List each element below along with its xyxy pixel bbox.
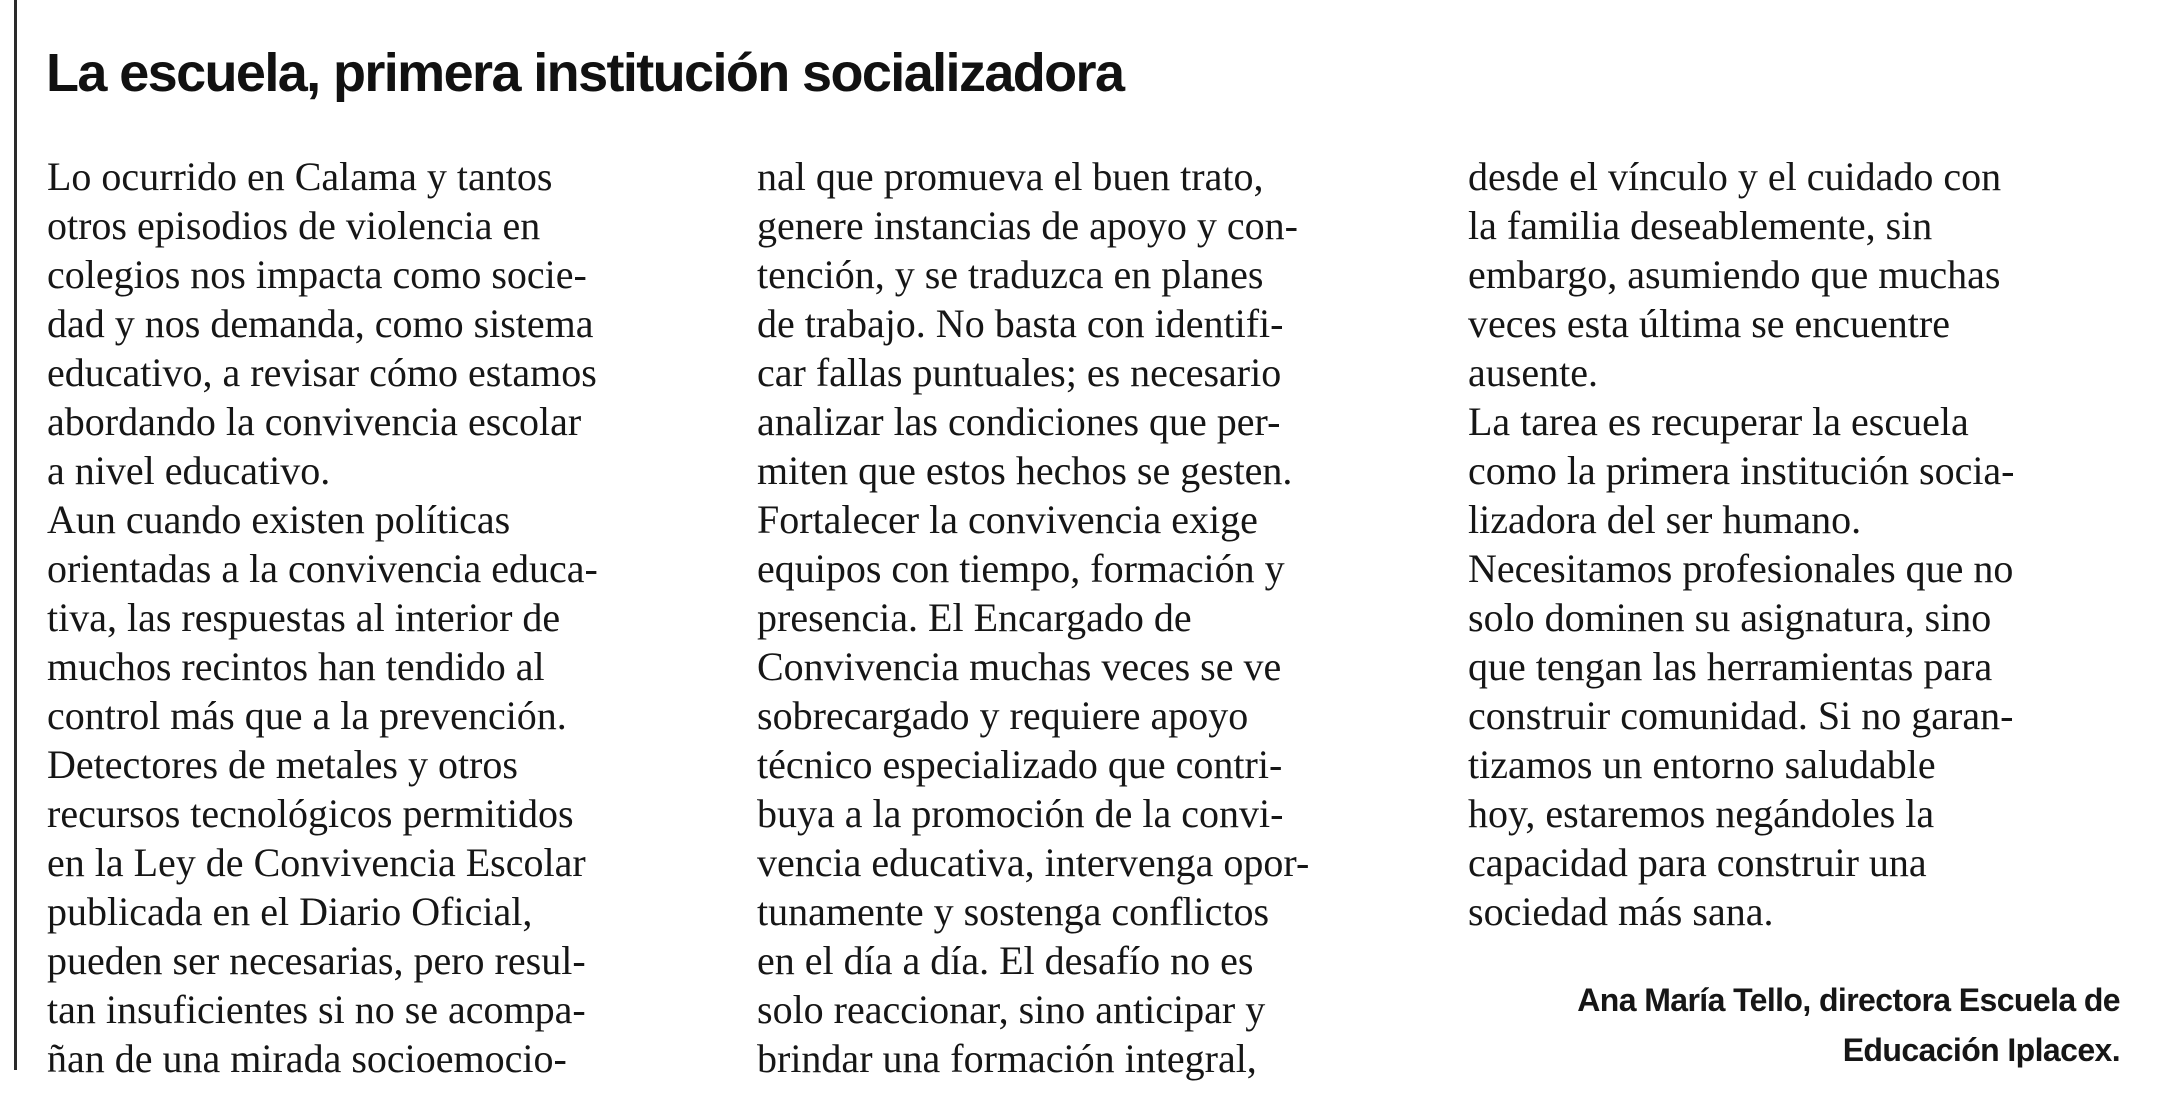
text-line: Necesitamos profesionales que no (1468, 546, 2014, 591)
text-line: tizamos un entorno saludable (1468, 742, 1936, 787)
text-line: control más que a la prevención. (47, 693, 567, 738)
text-line: publicada en el Diario Oficial, (47, 889, 533, 934)
text-line: que tengan las herramientas para (1468, 644, 1993, 689)
signature-line: Educación Iplacex. (1842, 1032, 2120, 1068)
text-line: La tarea es recuperar la escuela (1468, 399, 1969, 444)
article-column-1 (47, 152, 707, 1083)
text-line: como la primera institución socia- (1468, 448, 2015, 493)
text-line: veces esta última se encuentre (1468, 301, 1950, 346)
text-line: tan insuficientes si no se acompa- (47, 987, 586, 1032)
text-line: buya a la promoción de la convi- (757, 791, 1284, 836)
text-line: pueden ser necesarias, pero resul- (47, 938, 586, 983)
article-headline: La escuela, primera institución socializadora (46, 43, 1124, 103)
text-line: sobrecargado y requiere apoyo (757, 693, 1249, 738)
text-line: construir comunidad. Si no garan- (1468, 693, 2014, 738)
text-line: Lo ocurrido en Calama y tantos (47, 154, 553, 199)
text-line: tiva, las respuestas al interior de (47, 595, 561, 640)
text-line: Convivencia muchas veces se ve (757, 644, 1282, 689)
text-line: otros episodios de violencia en (47, 203, 541, 248)
text-line: miten que estos hechos se gesten. (757, 448, 1293, 493)
text-line: analizar las condiciones que per- (757, 399, 1281, 444)
text-line: en la Ley de Convivencia Escolar (47, 840, 586, 885)
text-line: orientadas a la convivencia educa- (47, 546, 598, 591)
text-line: nal que promueva el buen trato, (757, 154, 1264, 199)
text-line: tunamente y sostenga conflictos (757, 889, 1270, 934)
text-line: ausente. (1468, 350, 1598, 395)
text-line: solo reaccionar, sino anticipar y (757, 987, 1266, 1032)
text-line: Aun cuando existen políticas (47, 497, 511, 542)
text-line: de trabajo. No basta con identifi- (757, 301, 1284, 346)
text-line: lizadora del ser humano. (1468, 497, 1862, 542)
text-line: dad y nos demanda, como sistema (47, 301, 594, 346)
text-line: ñan de una mirada socioemocio- (47, 1036, 567, 1081)
text-line: a nivel educativo. (47, 448, 331, 493)
article-column-2 (757, 152, 1422, 1083)
text-line: la familia deseablemente, sin (1468, 203, 1933, 248)
text-line: Detectores de metales y otros (47, 742, 518, 787)
text-line: presencia. El Encargado de (757, 595, 1192, 640)
text-line: vencia educativa, intervenga opor- (757, 840, 1310, 885)
text-line: desde el vínculo y el cuidado con (1468, 154, 2002, 199)
text-line: Fortalecer la convivencia exige (757, 497, 1258, 542)
text-line: abordando la convivencia escolar (47, 399, 582, 444)
text-line: sociedad más sana. (1468, 889, 1774, 934)
text-line: solo dominen su asignatura, sino (1468, 595, 1992, 640)
text-line: recursos tecnológicos permitidos (47, 791, 574, 836)
text-line: técnico especializado que contri- (757, 742, 1283, 787)
text-line: hoy, estaremos negándoles la (1468, 791, 1935, 836)
signature-line: Ana María Tello, directora Escuela de (1577, 982, 2120, 1018)
text-line: muchos recintos han tendido al (47, 644, 545, 689)
text-line: educativo, a revisar cómo estamos (47, 350, 597, 395)
text-line: capacidad para construir una (1468, 840, 1927, 885)
text-line: tención, y se traduzca en planes (757, 252, 1264, 297)
text-line: colegios nos impacta como socie- (47, 252, 587, 297)
text-line: en el día a día. El desafío no es (757, 938, 1254, 983)
text-line: car fallas puntuales; es necesario (757, 350, 1282, 395)
article-body (0, 152, 2164, 1092)
text-line: embargo, asumiendo que muchas (1468, 252, 2001, 297)
text-line: brindar una formación integral, (757, 1036, 1257, 1081)
article-signature (1577, 975, 2120, 1075)
text-line: genere instancias de apoyo y con- (757, 203, 1298, 248)
text-line: equipos con tiempo, formación y (757, 546, 1285, 591)
article-column-3 (1468, 152, 2133, 936)
